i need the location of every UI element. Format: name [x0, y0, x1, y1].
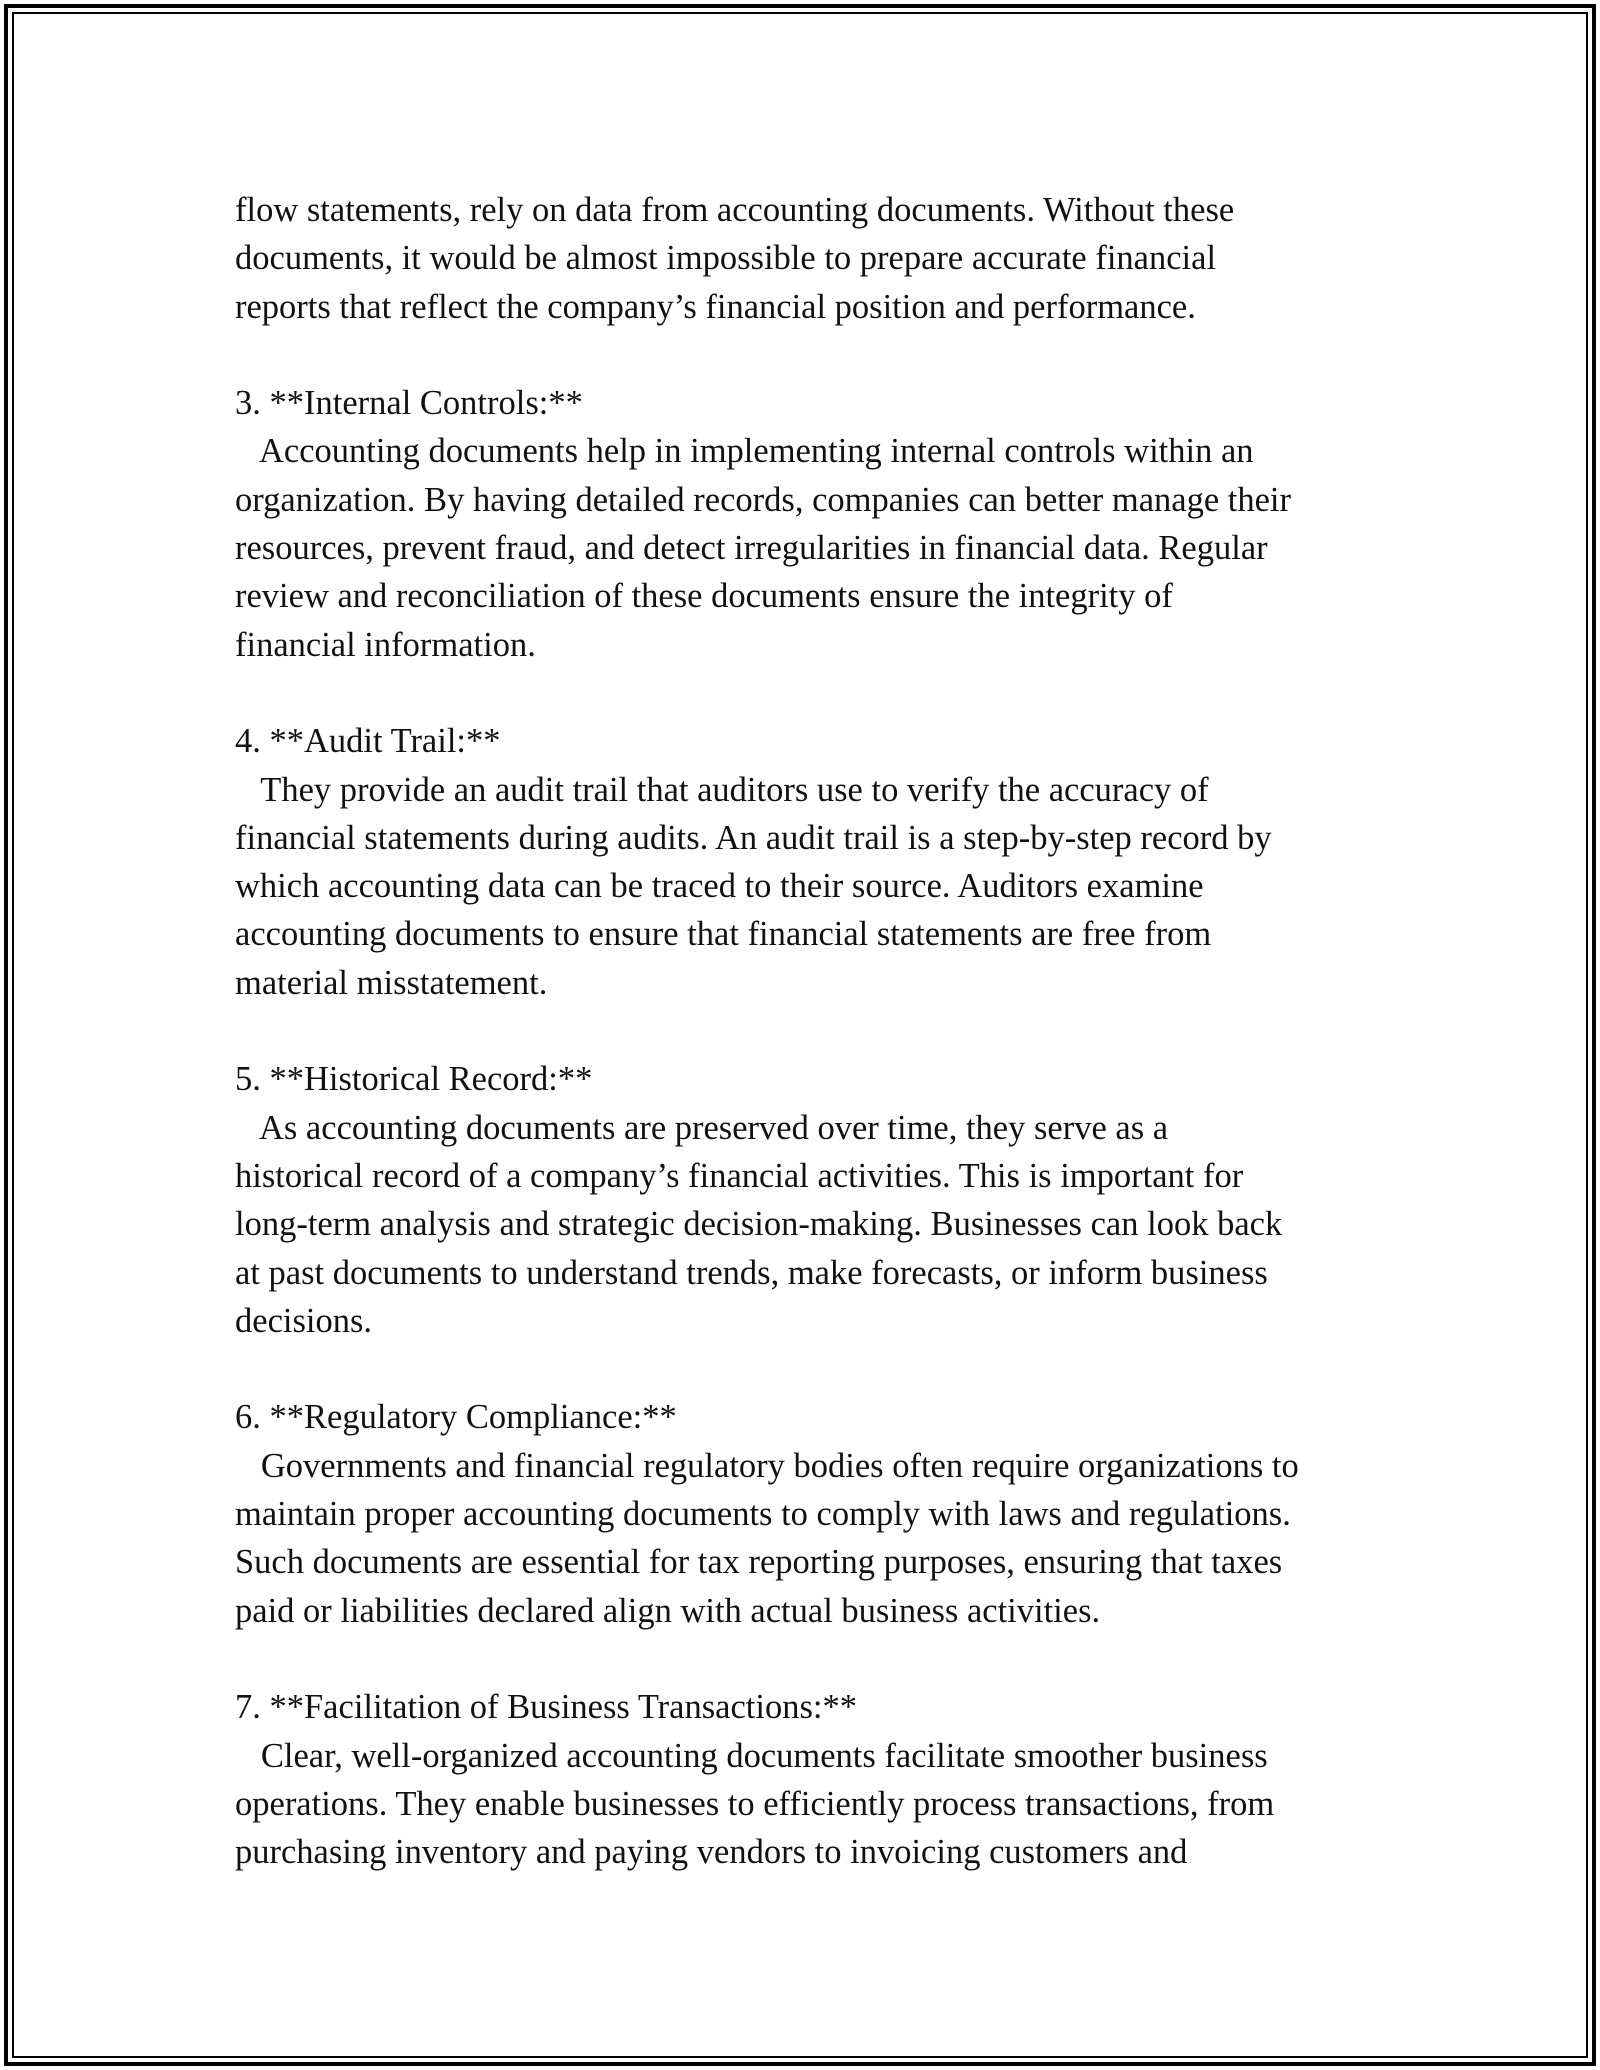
section-heading: 3. **Internal Controls:**: [235, 384, 583, 423]
section-business-transactions: [235, 1683, 1385, 1876]
document-body: [235, 186, 1385, 1876]
section-heading: 7. **Facilitation of Business Transactions:**: [235, 1688, 857, 1727]
text-line: paid or liabilities declared align with actual business activities.: [235, 1591, 1101, 1630]
text-line: documents, it would be almost impossible to prepare accurate financial: [235, 239, 1217, 278]
text-line: Accounting documents help in implementing internal controls within an: [235, 432, 1254, 471]
text-line: As accounting documents are preserved over time, they serve as a: [235, 1108, 1169, 1147]
section-regulatory-compliance: [235, 1393, 1385, 1634]
paragraph-spacer: [235, 1635, 1385, 1683]
text-line: historical record of a company’s financial activities. This is important for: [235, 1156, 1244, 1195]
intro-paragraph: [235, 186, 1385, 331]
paragraph-spacer: [235, 669, 1385, 717]
text-line: which accounting data can be traced to their source. Auditors examine: [235, 867, 1204, 906]
text-line: Such documents are essential for tax reporting purposes, ensuring that taxes: [235, 1543, 1283, 1582]
text-line: purchasing inventory and paying vendors to invoicing customers and: [235, 1833, 1188, 1872]
text-line: They provide an audit trail that auditors use to verify the accuracy of: [235, 770, 1209, 809]
text-line: operations. They enable businesses to efficiently process transactions, from: [235, 1784, 1275, 1823]
section-heading: 5. **Historical Record:**: [235, 1060, 593, 1099]
section-historical-record: [235, 1055, 1385, 1345]
text-line: flow statements, rely on data from accounting documents. Without these: [235, 191, 1235, 229]
paragraph-spacer: [235, 331, 1385, 379]
section-audit-trail: [235, 717, 1385, 1007]
text-line: maintain proper accounting documents to comply with laws and regulations.: [235, 1495, 1291, 1534]
text-line: financial statements during audits. An audit trail is a step-by-step record by: [235, 818, 1272, 857]
section-heading: 6. **Regulatory Compliance:**: [235, 1398, 677, 1437]
text-line: decisions.: [235, 1301, 373, 1340]
text-line: accounting documents to ensure that financial statements are free from: [235, 915, 1212, 954]
text-line: review and reconciliation of these documents ensure the integrity of: [235, 577, 1173, 616]
section-heading: 4. **Audit Trail:**: [235, 722, 501, 761]
text-line: at past documents to understand trends, make forecasts, or inform business: [235, 1253, 1268, 1292]
section-internal-controls: [235, 379, 1385, 669]
text-line: resources, prevent fraud, and detect irregularities in financial data. Regular: [235, 529, 1268, 568]
paragraph-spacer: [235, 1345, 1385, 1393]
text-line: reports that reflect the company’s financial position and performance.: [235, 287, 1196, 326]
text-line: financial information.: [235, 625, 536, 664]
text-line: organization. By having detailed records, companies can better manage their: [235, 480, 1292, 519]
text-line: Governments and financial regulatory bodies often require organizations to: [235, 1446, 1299, 1485]
text-line: long-term analysis and strategic decision-making. Businesses can look back: [235, 1205, 1283, 1244]
text-line: material misstatement.: [235, 963, 548, 1002]
paragraph-spacer: [235, 1007, 1385, 1055]
text-line: Clear, well-organized accounting documents facilitate smoother business: [235, 1736, 1268, 1775]
